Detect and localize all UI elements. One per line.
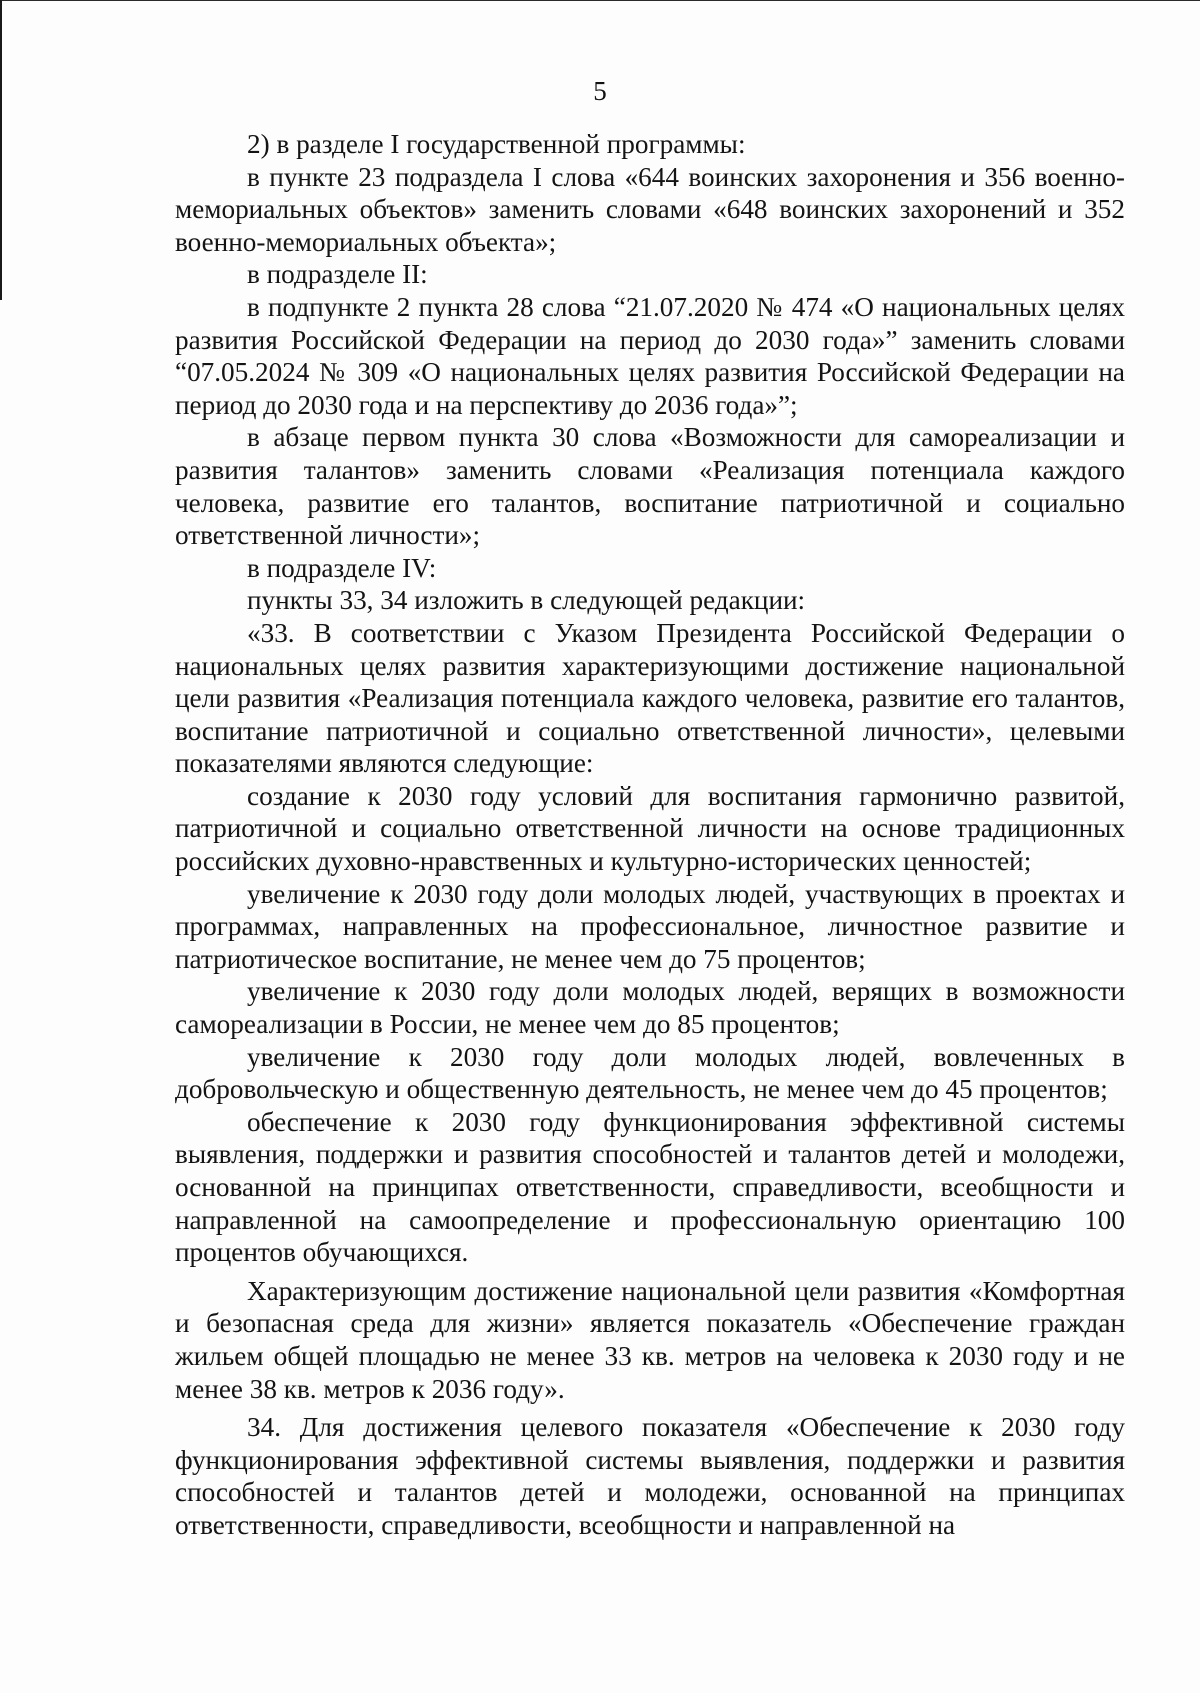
paragraph-subsection-ii: в подразделе II:	[247, 259, 428, 290]
document-body	[175, 128, 1125, 1542]
paragraph-subsection-iv: в подразделе IV:	[247, 552, 437, 583]
paragraph-point-30: в абзаце первом пункта 30 слова «Возможности для самореализации и развития талантов» заменить словами «Реализация потенциала каждого человека, развитие его талантов, воспитание патриотичной и социально ответственной личности»;	[175, 422, 1125, 551]
paragraph-points-33-34-intro: пункты 33, 34 изложить в следующей редакции:	[247, 585, 806, 616]
paragraph-comfortable-environment: Характеризующим достижение национальной цели развития «Комфортная и безопасная среда для жизни» является показатель «Обеспечение граждан жильем общей площадью не менее 33 кв. метров на человека к 2030 году и не менее 38 кв. метров к 2036 году».	[175, 1275, 1125, 1404]
paragraph-point-34: 34. Для достижения целевого показателя «Обеспечение к 2030 году функционирования эффективной системы выявления, поддержки и развития способностей и талантов детей и молодежи, основанной на принципах ответственности, справедливости, всеобщности и направленной на	[175, 1412, 1125, 1540]
paragraph-point-23: в пункте 23 подраздела I слова «644 воинских захоронения и 356 военно-мемориальных объектов» заменить словами «648 воинских захоронений и 352 военно-мемориальных объекта»;	[175, 161, 1125, 257]
paragraph-indicator-1: создание к 2030 году условий для воспитания гармонично развитой, патриотичной и социально ответственной личности на основе традиционных российских духовно-нравственных и культурно-исторических ценностей;	[175, 780, 1125, 877]
paragraph-indicator-4: увеличение к 2030 году доли молодых людей, вовлеченных в добровольческую и общественную деятельность, не менее чем до 45 процентов;	[175, 1041, 1125, 1105]
paragraph-indicator-2: увеличение к 2030 году доли молодых людей, участвующих в проектах и программах, направленных на профессиональное, личностное развитие и патриотическое воспитание, не менее чем до 75 процентов;	[175, 878, 1125, 974]
page-number: 5	[593, 76, 607, 106]
paragraph-point-28: в подпункте 2 пункта 28 слова “21.07.2020 № 474 «О национальных целях развития Российской Федерации на период до 2030 года»” заменить словами “07.05.2024 № 309 «О национальных целях развития Российской Федерации на период до 2030 года и на перспективу до 2036 года»”;	[175, 291, 1125, 420]
scan-edge-top	[0, 0, 1200, 1]
paragraph-section-i: 2) в разделе I государственной программы:	[247, 129, 746, 159]
paragraph-indicator-3: увеличение к 2030 году доли молодых людей, верящих в возможности самореализации в России, не менее чем до 85 процентов;	[175, 976, 1125, 1040]
paragraph-point-33: «33. В соответствии с Указом Президента Российской Федерации о национальных целях развития характеризующими достижение национальной цели развития «Реализация потенциала каждого человека, развитие его талантов, воспитание патриотичной и социально ответственной личности», целевыми показателями являются следующие:	[175, 617, 1125, 779]
scan-edge-left	[0, 0, 2, 300]
paragraph-indicator-5: обеспечение к 2030 году функционирования эффективной системы выявления, поддержки и развития способностей и талантов детей и молодежи, основанной на принципах ответственности, справедливости, всеобщности и направленной на самоопределение и профессиональную ориентацию 100 процентов обучающихся.	[175, 1106, 1125, 1268]
